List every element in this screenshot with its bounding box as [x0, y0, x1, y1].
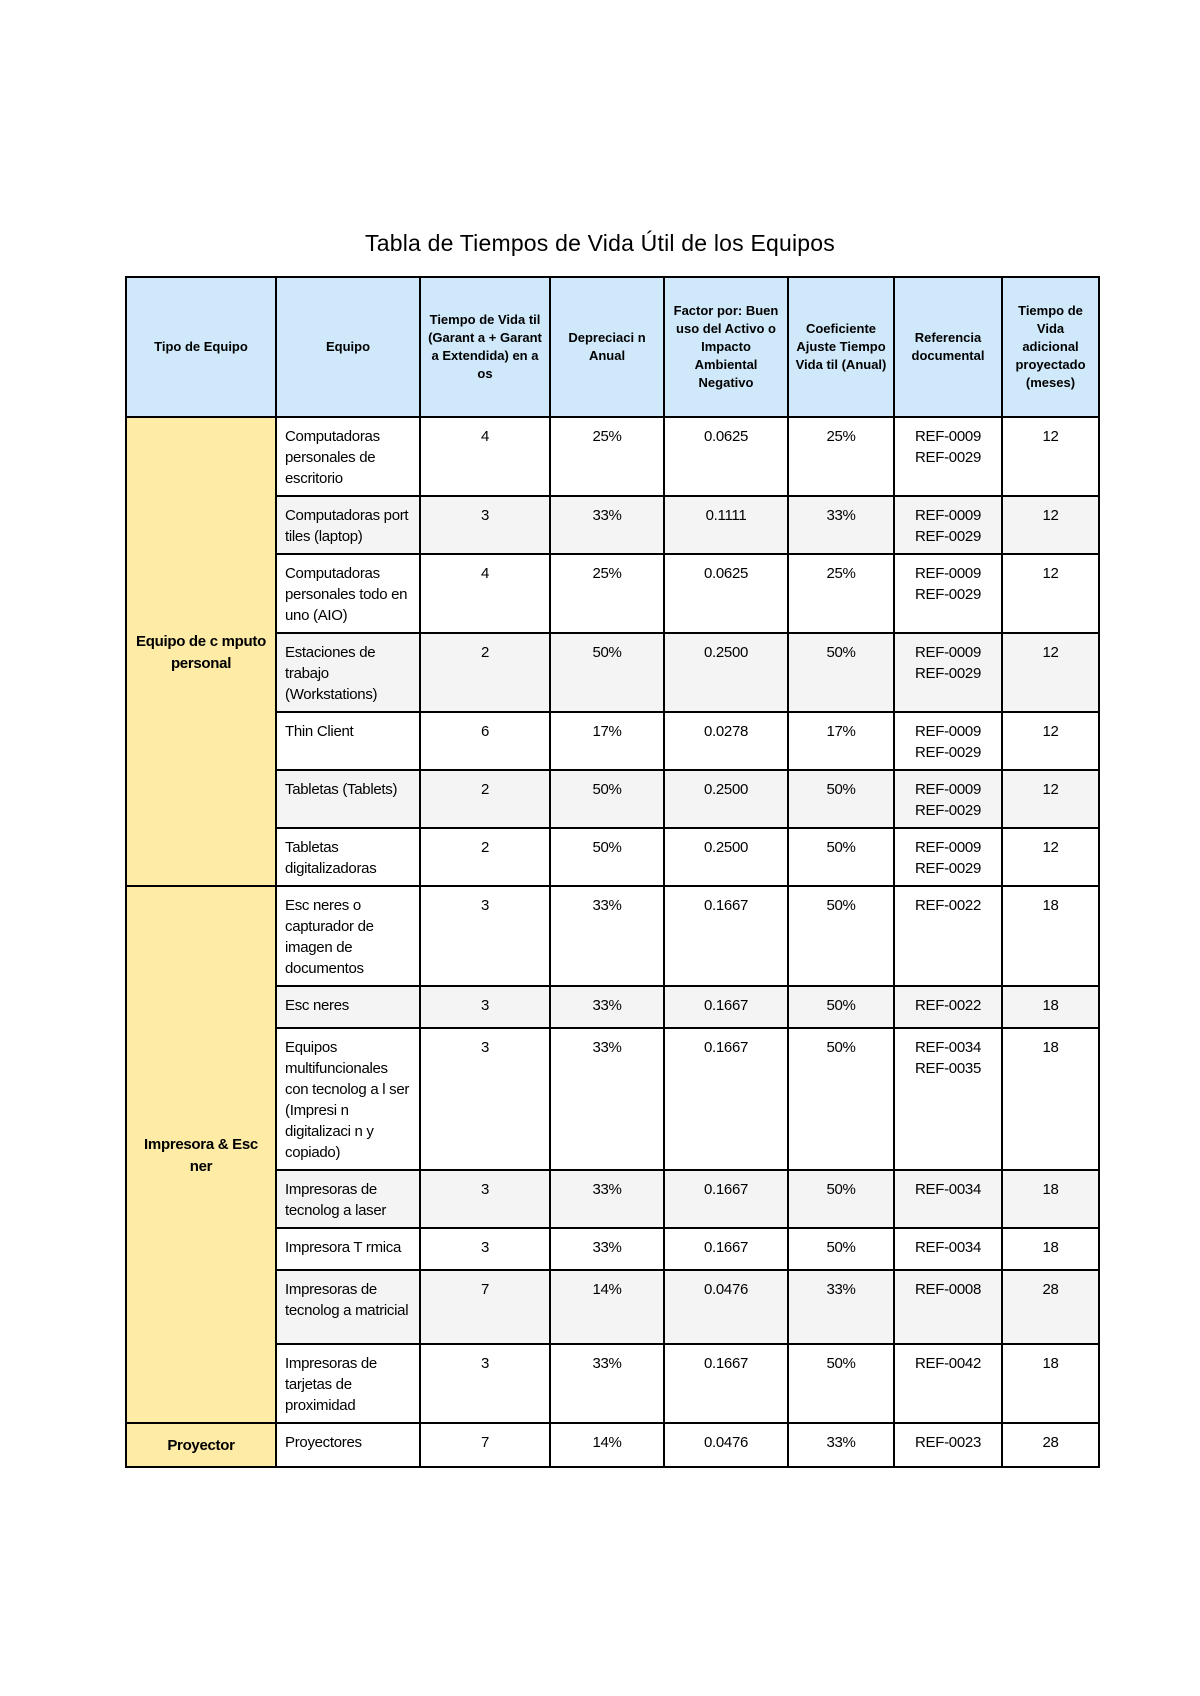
cell-coeficiente: 25%: [788, 417, 894, 496]
cell-referencia: [894, 554, 1002, 633]
cell-factor: 0.0278: [664, 712, 788, 770]
cell-coeficiente: 17%: [788, 712, 894, 770]
cell-meses-adicionales: 18: [1002, 1170, 1099, 1228]
cell-depreciacion: 33%: [550, 1228, 664, 1270]
cell-vida-util: 2: [420, 828, 550, 886]
reference-code: REF-0029: [915, 449, 981, 466]
cell-vida-util: 6: [420, 712, 550, 770]
cell-referencia: [894, 1423, 1002, 1467]
cell-referencia: [894, 886, 1002, 986]
cell-factor: 0.1111: [664, 496, 788, 554]
cell-meses-adicionales: 12: [1002, 417, 1099, 496]
cell-meses-adicionales: 12: [1002, 712, 1099, 770]
cell-equipo: Esc neres o capturador de imagen de documentos: [276, 886, 420, 986]
cell-meses-adicionales: 12: [1002, 554, 1099, 633]
cell-vida-util: 4: [420, 554, 550, 633]
cell-meses-adicionales: 12: [1002, 770, 1099, 828]
cell-referencia: [894, 1228, 1002, 1270]
cell-vida-util: 3: [420, 496, 550, 554]
cell-referencia: [894, 417, 1002, 496]
cell-depreciacion: 33%: [550, 986, 664, 1028]
cell-meses-adicionales: 28: [1002, 1270, 1099, 1344]
cell-factor: 0.1667: [664, 986, 788, 1028]
cell-depreciacion: 33%: [550, 1344, 664, 1423]
cell-coeficiente: 25%: [788, 554, 894, 633]
cell-depreciacion: 25%: [550, 417, 664, 496]
reference-code: REF-0035: [915, 1060, 981, 1077]
cell-referencia: [894, 1270, 1002, 1344]
cell-equipo: Tabletas (Tablets): [276, 770, 420, 828]
cell-meses-adicionales: 18: [1002, 886, 1099, 986]
cell-meses-adicionales: 12: [1002, 496, 1099, 554]
cell-depreciacion: 33%: [550, 1028, 664, 1170]
cell-referencia: [894, 986, 1002, 1028]
reference-code: REF-0008: [915, 1281, 981, 1298]
cell-equipo: Computadoras port tiles (laptop): [276, 496, 420, 554]
cell-referencia: [894, 496, 1002, 554]
cell-coeficiente: 33%: [788, 1270, 894, 1344]
reference-code: REF-0034: [915, 1181, 981, 1198]
reference-code: REF-0009: [915, 644, 981, 661]
cell-referencia: [894, 828, 1002, 886]
cell-equipo: Equipos multifuncionales con tecnolog a l ser (Impresi n digitalizaci n y copiado): [276, 1028, 420, 1170]
cell-vida-util: 2: [420, 633, 550, 712]
reference-code: REF-0042: [915, 1355, 981, 1372]
header-tiempo-adicional: Tiempo de Vida adicional proyectado (meses): [1002, 277, 1099, 417]
reference-code: REF-0029: [915, 665, 981, 682]
cell-meses-adicionales: 12: [1002, 633, 1099, 712]
cell-coeficiente: 50%: [788, 770, 894, 828]
cell-depreciacion: 50%: [550, 770, 664, 828]
cell-meses-adicionales: 28: [1002, 1423, 1099, 1467]
cell-vida-util: 3: [420, 1344, 550, 1423]
reference-code: REF-0022: [915, 997, 981, 1014]
cell-equipo: Impresora T rmica: [276, 1228, 420, 1270]
cell-coeficiente: 50%: [788, 986, 894, 1028]
table-row: [126, 886, 1099, 986]
header-referencia: Referencia documental: [894, 277, 1002, 417]
cell-equipo: Computadoras personales todo en uno (AIO): [276, 554, 420, 633]
cell-depreciacion: 50%: [550, 828, 664, 886]
cell-factor: 0.1667: [664, 1170, 788, 1228]
cell-equipo: Proyectores: [276, 1423, 420, 1467]
header-tiempo-vida: Tiempo de Vida til (Garant a + Garant a Extendida) en a os: [420, 277, 550, 417]
header-tipo-equipo: Tipo de Equipo: [126, 277, 276, 417]
cell-referencia: [894, 770, 1002, 828]
cell-factor: 0.0625: [664, 417, 788, 496]
cell-referencia: [894, 1028, 1002, 1170]
reference-code: REF-0009: [915, 565, 981, 582]
cell-vida-util: 4: [420, 417, 550, 496]
reference-code: REF-0009: [915, 507, 981, 524]
cell-equipo: Esc neres: [276, 986, 420, 1028]
reference-code: REF-0029: [915, 802, 981, 819]
cell-coeficiente: 50%: [788, 633, 894, 712]
cell-factor: 0.2500: [664, 828, 788, 886]
reference-code: REF-0029: [915, 586, 981, 603]
group-label: Equipo de c mputo personal: [126, 417, 276, 886]
cell-vida-util: 3: [420, 1228, 550, 1270]
cell-referencia: [894, 1344, 1002, 1423]
cell-meses-adicionales: 12: [1002, 828, 1099, 886]
cell-depreciacion: 33%: [550, 1170, 664, 1228]
document-title: Tabla de Tiempos de Vida Útil de los Equipos: [365, 230, 835, 256]
cell-vida-util: 2: [420, 770, 550, 828]
cell-coeficiente: 33%: [788, 496, 894, 554]
group-label: Impresora & Esc ner: [126, 886, 276, 1423]
reference-code: REF-0009: [915, 839, 981, 856]
cell-coeficiente: 50%: [788, 886, 894, 986]
cell-factor: 0.1667: [664, 1344, 788, 1423]
equipment-life-table: [125, 276, 1100, 1468]
cell-equipo: Estaciones de trabajo (Workstations): [276, 633, 420, 712]
cell-equipo: Impresoras de tecnolog a laser: [276, 1170, 420, 1228]
cell-equipo: Impresoras de tecnolog a matricial: [276, 1270, 420, 1344]
cell-equipo: Computadoras personales de escritorio: [276, 417, 420, 496]
cell-meses-adicionales: 18: [1002, 1028, 1099, 1170]
cell-factor: 0.0476: [664, 1270, 788, 1344]
cell-depreciacion: 17%: [550, 712, 664, 770]
cell-equipo: Impresoras de tarjetas de proximidad: [276, 1344, 420, 1423]
cell-equipo: Thin Client: [276, 712, 420, 770]
cell-coeficiente: 50%: [788, 828, 894, 886]
cell-vida-util: 3: [420, 1170, 550, 1228]
cell-coeficiente: 33%: [788, 1423, 894, 1467]
table-body: [126, 417, 1099, 1467]
cell-depreciacion: 25%: [550, 554, 664, 633]
cell-factor: 0.0625: [664, 554, 788, 633]
cell-vida-util: 7: [420, 1423, 550, 1467]
header-depreciacion: Depreciaci n Anual: [550, 277, 664, 417]
cell-depreciacion: 14%: [550, 1423, 664, 1467]
cell-coeficiente: 50%: [788, 1170, 894, 1228]
cell-factor: 0.1667: [664, 886, 788, 986]
reference-code: REF-0029: [915, 528, 981, 545]
cell-meses-adicionales: 18: [1002, 986, 1099, 1028]
cell-meses-adicionales: 18: [1002, 1344, 1099, 1423]
cell-meses-adicionales: 18: [1002, 1228, 1099, 1270]
reference-code: REF-0023: [915, 1434, 981, 1451]
reference-code: REF-0029: [915, 744, 981, 761]
header-equipo: Equipo: [276, 277, 420, 417]
table-row: [126, 1423, 1099, 1467]
cell-referencia: [894, 712, 1002, 770]
cell-vida-util: 3: [420, 886, 550, 986]
cell-coeficiente: 50%: [788, 1344, 894, 1423]
reference-code: REF-0009: [915, 428, 981, 445]
table-row: [126, 417, 1099, 496]
cell-depreciacion: 33%: [550, 496, 664, 554]
cell-referencia: [894, 633, 1002, 712]
cell-referencia: [894, 1170, 1002, 1228]
header-coeficiente: Coeficiente Ajuste Tiempo Vida til (Anual): [788, 277, 894, 417]
reference-code: REF-0009: [915, 723, 981, 740]
cell-vida-util: 3: [420, 1028, 550, 1170]
group-label: Proyector: [126, 1423, 276, 1467]
cell-factor: 0.2500: [664, 770, 788, 828]
reference-code: REF-0029: [915, 860, 981, 877]
cell-depreciacion: 14%: [550, 1270, 664, 1344]
cell-depreciacion: 50%: [550, 633, 664, 712]
reference-code: REF-0034: [915, 1239, 981, 1256]
cell-vida-util: 7: [420, 1270, 550, 1344]
cell-coeficiente: 50%: [788, 1028, 894, 1170]
cell-coeficiente: 50%: [788, 1228, 894, 1270]
reference-code: REF-0034: [915, 1039, 981, 1056]
reference-code: REF-0009: [915, 781, 981, 798]
cell-equipo: Tabletas digitalizadoras: [276, 828, 420, 886]
header-row: [126, 277, 1099, 417]
cell-factor: 0.2500: [664, 633, 788, 712]
header-factor: Factor por: Buen uso del Activo o Impacto Ambiental Negativo: [664, 277, 788, 417]
reference-code: REF-0022: [915, 897, 981, 914]
cell-factor: 0.1667: [664, 1028, 788, 1170]
cell-factor: 0.0476: [664, 1423, 788, 1467]
cell-depreciacion: 33%: [550, 886, 664, 986]
cell-vida-util: 3: [420, 986, 550, 1028]
cell-factor: 0.1667: [664, 1228, 788, 1270]
